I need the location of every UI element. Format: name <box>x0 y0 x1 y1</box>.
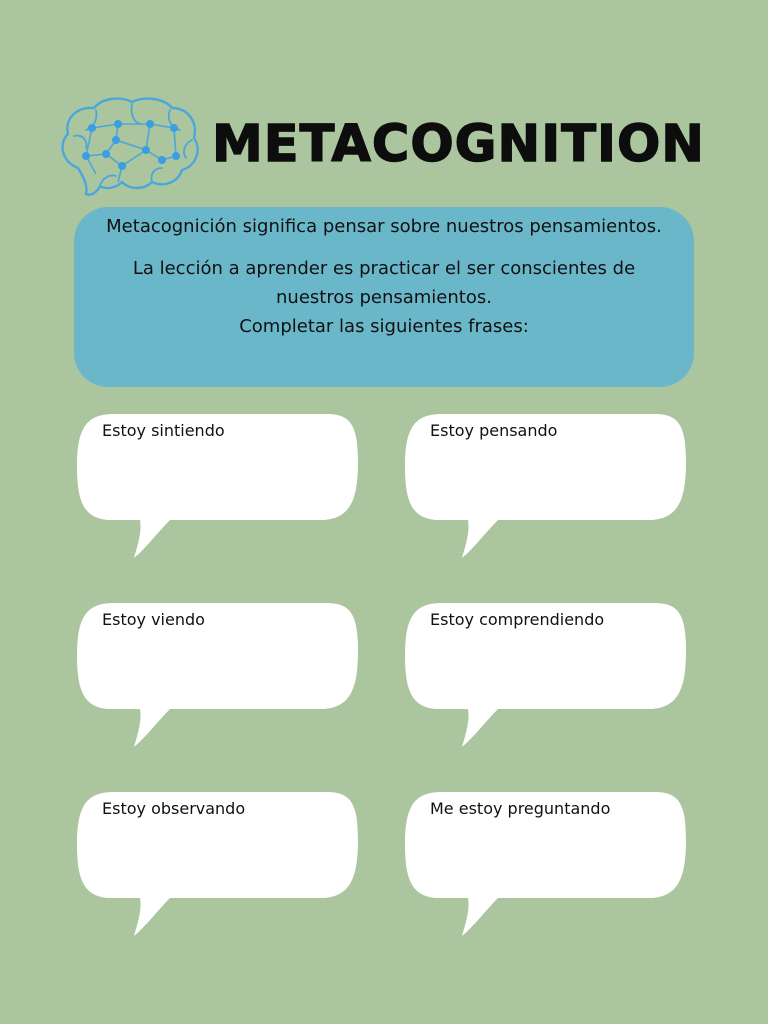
page-title: METACOGNITION <box>212 115 705 174</box>
intro-instruction: Completar las siguientes frases: <box>239 316 529 337</box>
intro-lesson: La lección a aprender es practicar el ser conscientes de nuestros pensamientos. <box>132 258 636 308</box>
speech-bubble-wondering[interactable] <box>402 790 690 942</box>
bubble-label: Estoy pensando <box>430 421 558 440</box>
speech-bubble-thinking[interactable] <box>402 412 690 564</box>
bubble-label: Estoy observando <box>102 799 246 818</box>
bubble-label: Estoy viendo <box>102 610 205 629</box>
speech-bubble-seeing[interactable] <box>74 601 362 753</box>
speech-bubble-understanding[interactable] <box>402 601 690 753</box>
speech-bubble-observing[interactable] <box>74 790 362 942</box>
intro-box <box>74 207 694 387</box>
intro-definition: Metacognición significa pensar sobre nuestros pensamientos. <box>106 216 662 237</box>
bubble-label: Me estoy preguntando <box>430 799 611 818</box>
bubble-label: Estoy comprendiendo <box>430 610 605 629</box>
brain-network-icon <box>56 94 202 198</box>
speech-bubble-feeling[interactable] <box>74 412 362 564</box>
bubble-label: Estoy sintiendo <box>102 421 225 440</box>
